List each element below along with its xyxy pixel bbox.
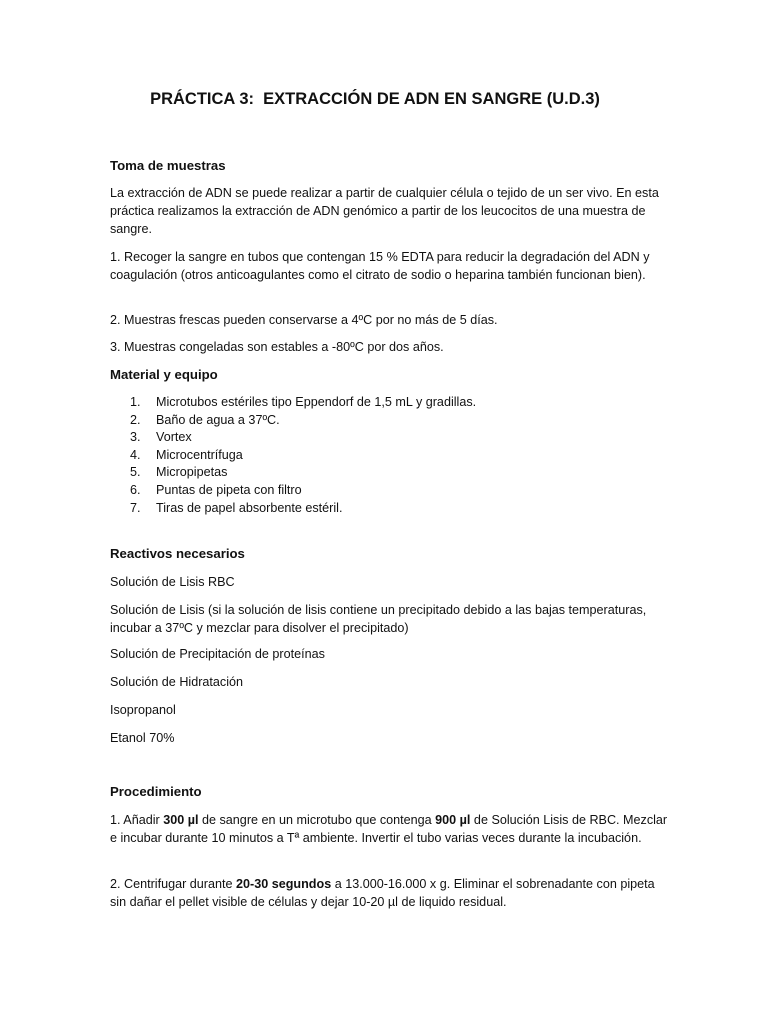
- reagent-lysis-rbc: Solución de Lisis RBC: [110, 575, 235, 589]
- procedure-step-2: 2. Centrifugar durante 20-30 segundos a 13.000-16.000 x g. Eliminar el sobrenadante con pipeta sin dañar el pellet visible de células y dejar 10-20 µl de liquido residual.: [110, 877, 655, 909]
- procedure-step-1: 1. Añadir 300 µl de sangre en un microtubo que contenga 900 µl de Solución Lisis de RBC. Mezclar e incubar durante 10 minutos a Tª ambiente. Invertir el tubo varias veces durante la incubación.: [110, 813, 668, 845]
- list-item: 2. Baño de agua a 37ºC.: [130, 412, 280, 427]
- section-heading-equipment: Material y equipo: [110, 367, 218, 382]
- section-heading-reagents: Reactivos necesarios: [110, 546, 245, 561]
- document-title: PRÁCTICA 3: EXTRACCIÓN DE ADN EN SANGRE (U.D.3): [150, 90, 600, 108]
- section-heading-procedure: Procedimiento: [110, 784, 202, 799]
- reagent-lysis: Solución de Lisis (si la solución de lisis contiene un precipitado debido a las bajas temperaturas, incubar a 37ºC y mezclar para disolver el precipitado): [110, 603, 647, 635]
- section-heading-sample-collection: Toma de muestras: [110, 158, 226, 173]
- reagent-ethanol: Etanol 70%: [110, 731, 175, 745]
- sample-collection-step-2: 2. Muestras frescas pueden conservarse a 4ºC por no más de 5 días.: [110, 313, 498, 327]
- equipment-list: [110, 394, 476, 517]
- list-item: 7. Tiras de papel absorbente estéril.: [130, 500, 343, 515]
- list-item: 3. Vortex: [130, 430, 192, 445]
- list-item: 6. Puntas de pipeta con filtro: [130, 482, 302, 497]
- list-item: 1. Microtubos estériles tipo Eppendorf de 1,5 mL y gradillas.: [130, 395, 477, 409]
- list-item: 5. Micropipetas: [130, 465, 228, 480]
- reagent-isopropanol: Isopropanol: [110, 703, 176, 717]
- reagent-protein-precipitation: Solución de Precipitación de proteínas: [110, 647, 325, 661]
- list-item: 4. Microcentrífuga: [130, 447, 243, 462]
- sample-collection-intro: La extracción de ADN se puede realizar a partir de cualquier célula o tejido de un ser vivo. En esta práctica realizamos la extracción de ADN genómico a partir de los leucocitos de una muestra de sangre.: [110, 186, 659, 236]
- reagent-hydration: Solución de Hidratación: [110, 675, 244, 689]
- sample-collection-step-3: 3. Muestras congeladas son estables a -80ºC por dos años.: [110, 340, 444, 354]
- sample-collection-step-1: 1. Recoger la sangre en tubos que contengan 15 % EDTA para reducir la degradación del ADN y coagulación (otros anticoagulantes como el citrato de sodio o heparina también funcionan bien).: [110, 250, 650, 282]
